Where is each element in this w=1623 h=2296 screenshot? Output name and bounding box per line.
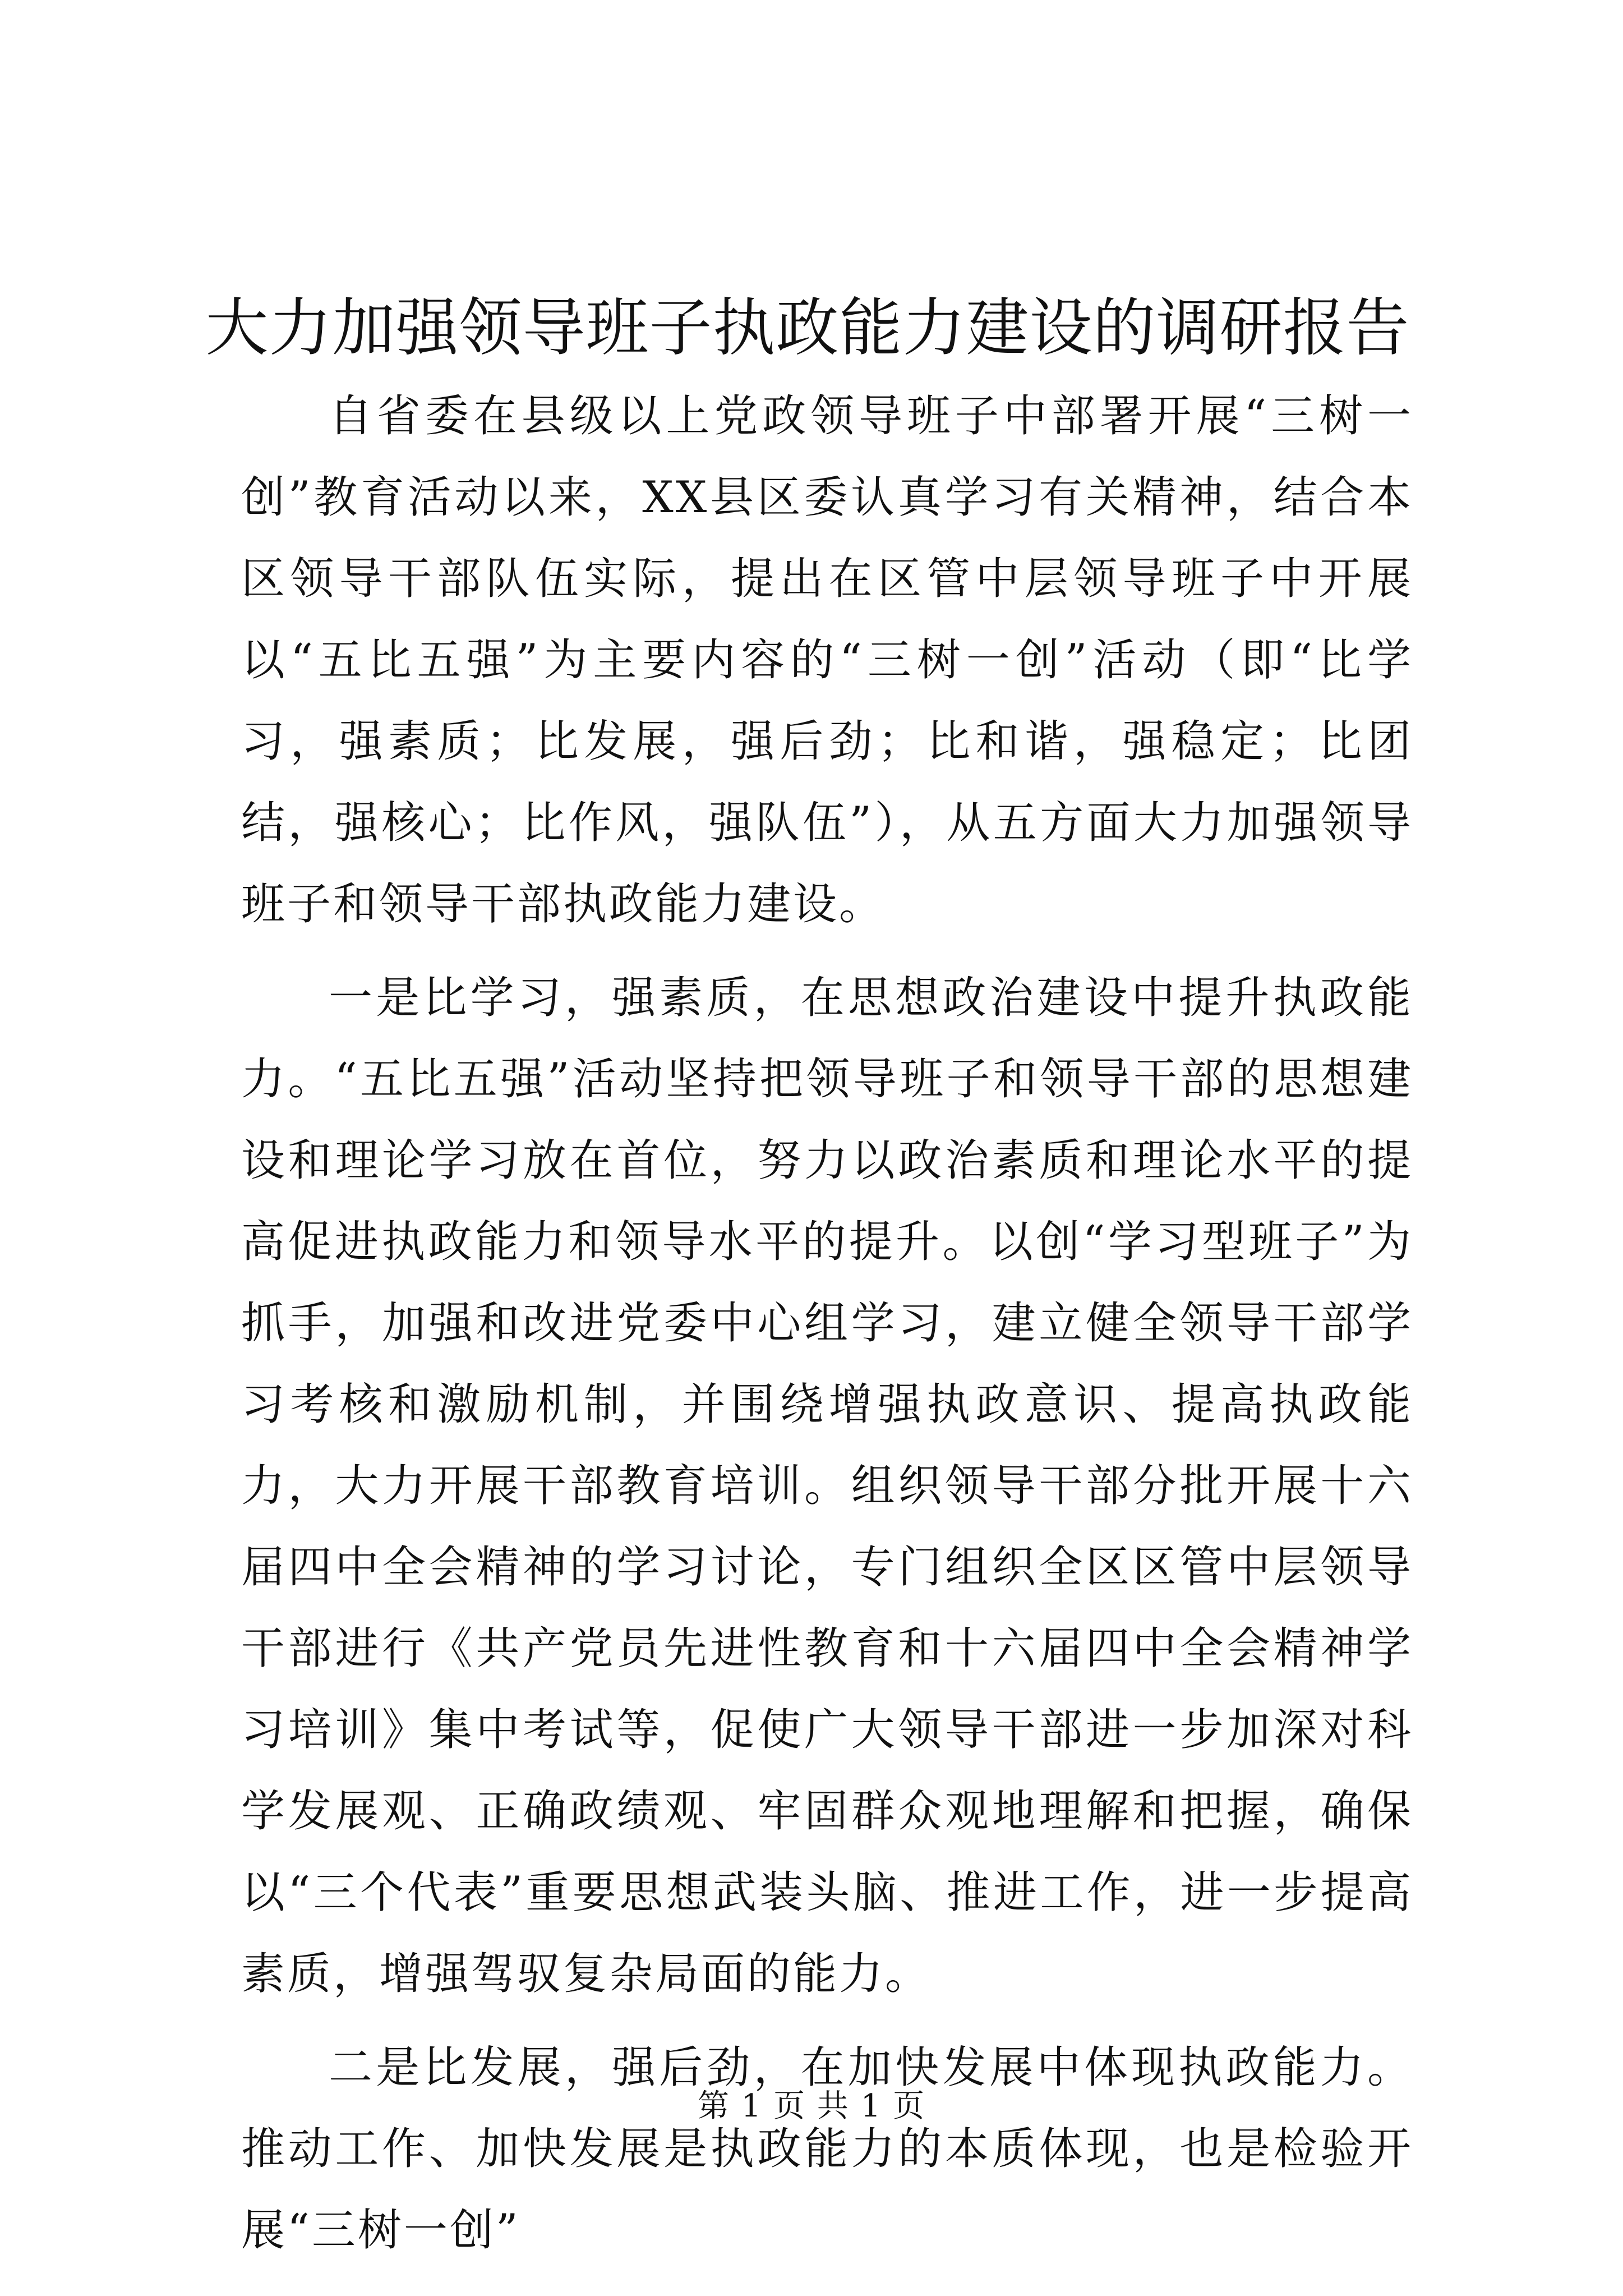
document-body — [241, 376, 1413, 2271]
paragraph-study: 一是比学习，强素质，在思想政治建设中提升执政能力。“五比五强”活动坚持把领导班子和领导干部的思想建设和理论学习放在首位，努力以政治素质和理论水平的提高促进执政能力和领导水平的提升。以创“学习型班子”为抓手，加强和改进党委中心组学习，建立健全领导干部学习考核和激励机制，并围绕增强执政意识、提高执政能力，大力开展干部教育培训。组织领导干部分批开展十六届四中全会精神的学习讨论，专门组织全区区管中层领导干部进行《共产党员先进性教育和十六届四中全会精神学习培训》集中考试等，促使广大领导干部进一步加深对科学发展观、正确政绩观、牢固群众观地理解和把握，确保以“三个代表”重要思想武装头脑、推进工作，进一步提高素质，增强驾驭复杂局面的能力。 — [241, 973, 1413, 1999]
paragraph-intro: 自省委在县级以上党政领导班子中部署开展“三树一创”教育活动以来，XX县区委认真学习有关精神，结合本区领导干部队伍实际，提出在区管中层领导班子中开展以“五比五强”为主要内容的“三树一创”活动（即“比学习，强素质；比发展，强后劲；比和谐，强稳定；比团结，强核心；比作风，强队伍”），从五方面大力加强领导班子和领导干部执政能力建设。 — [241, 391, 1413, 930]
document-title: 大力加强领导班子执政能力建设的调研报告 — [205, 292, 1410, 365]
page-number-footer: 第 1 页 共 1 页 — [697, 2088, 926, 2124]
paragraph-development: 二是比发展，强后劲，在加快发展中体现执政能力。推动工作、加快发展是执政能力的本质体现，也是检验开展“三树一创” — [241, 2042, 1413, 2256]
